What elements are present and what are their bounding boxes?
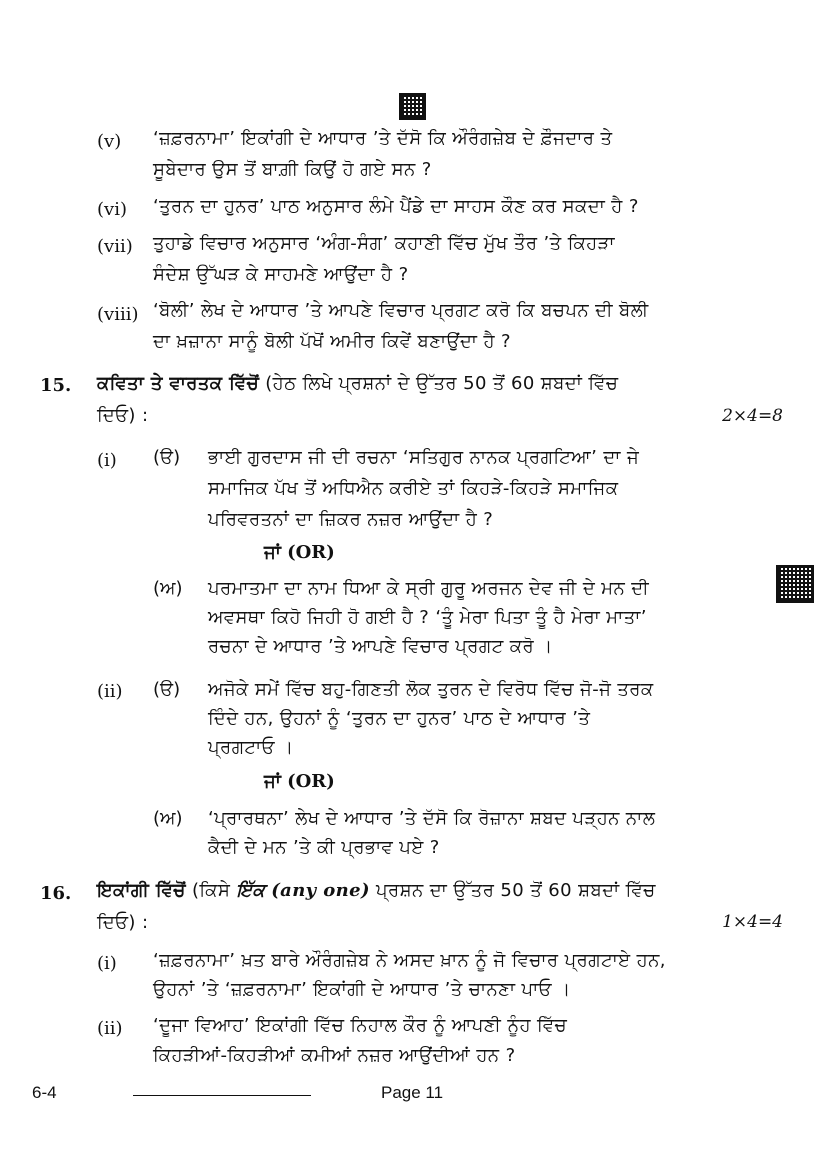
question-text: ‘ਜ਼ਫ਼ਰਨਾਮਾ’ ਖ਼ਤ ਬਾਰੇ ਔਰੰਗਜ਼ੇਬ ਨੇ ਅਸਦ ਖ਼ਾਨ ਨੂੰ ਜੋ ਵਿਚਾਰ ਪ੍ਰਗਟਾਏ ਹਨ, bbox=[153, 950, 666, 971]
question-text: ਸੰਦੇਸ਼ ਉੱਘੜ ਕੇ ਸਾਹਮਣੇ ਆਉਂਦਾ ਹੈ ? bbox=[153, 264, 409, 285]
section-heading bbox=[97, 877, 656, 904]
question-text: ਪ੍ਰਗਟਾਓ । bbox=[208, 737, 294, 758]
emphasis-text: ਇੱਕ bbox=[236, 880, 266, 901]
question-number: 15. bbox=[40, 375, 72, 396]
question-number: 16. bbox=[40, 883, 72, 904]
page-number: Page 11 bbox=[381, 1083, 444, 1102]
section-instruction: ਦਿਓ) : bbox=[97, 912, 149, 933]
question-text: ਸੂਬੇਦਾਰ ਉਸ ਤੋਂ ਬਾਗ਼ੀ ਕਿਉਂ ਹੋ ਗਏ ਸਨ ? bbox=[153, 159, 432, 180]
section-instruction: (ਕਿਸੇ bbox=[191, 880, 231, 901]
question-text: ‘ਜ਼ਫ਼ਰਨਾਮਾ’ ਇਕਾਂਗੀ ਦੇ ਆਧਾਰ ’ਤੇ ਦੱਸੋ ਕਿ ਔਰੰਗਜ਼ੇਬ ਦੇ ਫ਼ੌਜਦਾਰ ਤੇ bbox=[153, 128, 613, 149]
option-label: (ਅ) bbox=[153, 808, 183, 829]
item-number: (vii) bbox=[97, 236, 133, 257]
section-title: ਕਵਿਤਾ ਤੇ ਵਾਰਤਕ ਵਿੱਚੋਂ bbox=[97, 373, 260, 394]
emphasis-text: (any one) bbox=[271, 880, 370, 901]
item-number: (i) bbox=[97, 450, 117, 471]
section-instruction: ਦਿਓ) : bbox=[97, 405, 149, 426]
or-separator: ਜਾਂ (OR) bbox=[264, 542, 335, 563]
item-number: (i) bbox=[97, 953, 117, 974]
section-heading bbox=[97, 370, 618, 397]
question-text: ਸਮਾਜਿਕ ਪੱਖ ਤੋਂ ਅਧਿਐਨ ਕਰੀਏ ਤਾਂ ਕਿਹੜੇ-ਕਿਹੜੇ ਸਮਾਜਿਕ bbox=[208, 478, 619, 499]
item-number: (viii) bbox=[97, 304, 139, 325]
question-text: ਦਾ ਖ਼ਜ਼ਾਨਾ ਸਾਨੂੰ ਬੋਲੀ ਪੱਖੋਂ ਅਮੀਰ ਕਿਵੇਂ ਬਣਾਉਂਦਾ ਹੈ ? bbox=[153, 331, 511, 352]
item-number: (vi) bbox=[97, 199, 127, 220]
option-label: (ੳ) bbox=[153, 447, 181, 468]
option-label: (ੳ) bbox=[153, 679, 181, 700]
question-text: ਪਰਿਵਰਤਨਾਂ ਦਾ ਜ਼ਿਕਰ ਨਜ਼ਰ ਆਉਂਦਾ ਹੈ ? bbox=[208, 509, 494, 530]
qr-code-icon bbox=[399, 93, 426, 120]
question-text: ਅਵਸਥਾ ਕਿਹੋ ਜਿਹੀ ਹੋ ਗਈ ਹੈ ? ‘ਤੂੰ ਮੇਰਾ ਪਿਤਾ ਤੂੰ ਹੈ ਮੇਰਾ ਮਾਤਾ’ bbox=[208, 607, 647, 628]
question-text: ਪਰਮਾਤਮਾ ਦਾ ਨਾਮ ਧਿਆ ਕੇ ਸ੍ਰੀ ਗੁਰੂ ਅਰਜਨ ਦੇਵ ਜੀ ਦੇ ਮਨ ਦੀ bbox=[208, 578, 650, 599]
question-text: ਰਚਨਾ ਦੇ ਆਧਾਰ ’ਤੇ ਆਪਣੇ ਵਿਚਾਰ ਪ੍ਰਗਟ ਕਰੋ । bbox=[208, 636, 553, 657]
question-text: ‘ਦੂਜਾ ਵਿਆਹ’ ਇਕਾਂਗੀ ਵਿੱਚ ਨਿਹਾਲ ਕੌਰ ਨੂੰ ਆਪਣੀ ਨੂੰਹ ਵਿੱਚ bbox=[153, 1015, 568, 1036]
question-text: ਅਜੋਕੇ ਸਮੇਂ ਵਿੱਚ ਬਹੁ-ਗਿਣਤੀ ਲੋਕ ਤੁਰਨ ਦੇ ਵਿਰੋਧ ਵਿੱਚ ਜੋ-ਜੋ ਤਰਕ bbox=[208, 679, 654, 700]
section-title: ਇਕਾਂਗੀ ਵਿੱਚੋਂ bbox=[97, 880, 186, 901]
item-number: (ii) bbox=[97, 1018, 123, 1039]
footer-divider bbox=[133, 1095, 311, 1096]
question-text: ਕੈਦੀ ਦੇ ਮਨ ’ਤੇ ਕੀ ਪ੍ਰਭਾਵ ਪਏ ? bbox=[208, 837, 440, 858]
question-text: ‘ਬੋਲੀ’ ਲੇਖ ਦੇ ਆਧਾਰ ’ਤੇ ਆਪਣੇ ਵਿਚਾਰ ਪ੍ਰਗਟ ਕਰੋ ਕਿ ਬਚਪਨ ਦੀ ਬੋਲੀ bbox=[153, 300, 649, 321]
question-text: ਭਾਈ ਗੁਰਦਾਸ ਜੀ ਦੀ ਰਚਨਾ ‘ਸਤਿਗੁਰ ਨਾਨਕ ਪ੍ਰਗਟਿਆ’ ਦਾ ਜੇ bbox=[208, 447, 640, 468]
question-text: ‘ਤੁਰਨ ਦਾ ਹੁਨਰ’ ਪਾਠ ਅਨੁਸਾਰ ਲੰਮੇ ਪੈਂਡੇ ਦਾ ਸਾਹਸ ਕੌਣ ਕਰ ਸਕਦਾ ਹੈ ? bbox=[153, 196, 639, 217]
question-text: ਤੁਹਾਡੇ ਵਿਚਾਰ ਅਨੁਸਾਰ ‘ਅੰਗ-ਸੰਗ’ ਕਹਾਣੀ ਵਿੱਚ ਮੁੱਖ ਤੌਰ ’ਤੇ ਕਿਹੜਾ bbox=[153, 233, 615, 254]
marks: 2×4=8 bbox=[722, 406, 783, 426]
item-number: (v) bbox=[97, 131, 122, 152]
section-instruction: ਪ੍ਰਸ਼ਨ ਦਾ ਉੱਤਰ 50 ਤੋਂ 60 ਸ਼ਬਦਾਂ ਵਿੱਚ bbox=[376, 880, 656, 901]
option-label: (ਅ) bbox=[153, 578, 183, 599]
qr-code-icon bbox=[776, 565, 814, 603]
paper-code: 6-4 bbox=[32, 1083, 57, 1102]
item-number: (ii) bbox=[97, 681, 123, 702]
section-instruction: (ਹੇਠ ਲਿਖੇ ਪ੍ਰਸ਼ਨਾਂ ਦੇ ਉੱਤਰ 50 ਤੋਂ 60 ਸ਼ਬਦਾਂ ਵਿੱਚ bbox=[265, 373, 619, 394]
question-text: ਉਹਨਾਂ ’ਤੇ ‘ਜ਼ਫ਼ਰਨਾਮਾ’ ਇਕਾਂਗੀ ਦੇ ਆਧਾਰ ’ਤੇ ਚਾਨਣਾ ਪਾਓ । bbox=[153, 979, 571, 1000]
or-separator: ਜਾਂ (OR) bbox=[264, 771, 335, 792]
question-text: ਕਿਹੜੀਆਂ-ਕਿਹੜੀਆਂ ਕਮੀਆਂ ਨਜ਼ਰ ਆਉਂਦੀਆਂ ਹਨ ? bbox=[153, 1045, 516, 1066]
marks: 1×4=4 bbox=[722, 912, 783, 932]
question-text: ‘ਪ੍ਰਾਰਥਨਾ’ ਲੇਖ ਦੇ ਆਧਾਰ ’ਤੇ ਦੱਸੋ ਕਿ ਰੋਜ਼ਾਨਾ ਸ਼ਬਦ ਪੜ੍ਹਨ ਨਾਲ bbox=[208, 808, 656, 829]
question-text: ਦਿੰਦੇ ਹਨ, ਉਹਨਾਂ ਨੂੰ ‘ਤੁਰਨ ਦਾ ਹੁਨਰ’ ਪਾਠ ਦੇ ਆਧਾਰ ’ਤੇ bbox=[208, 708, 591, 729]
